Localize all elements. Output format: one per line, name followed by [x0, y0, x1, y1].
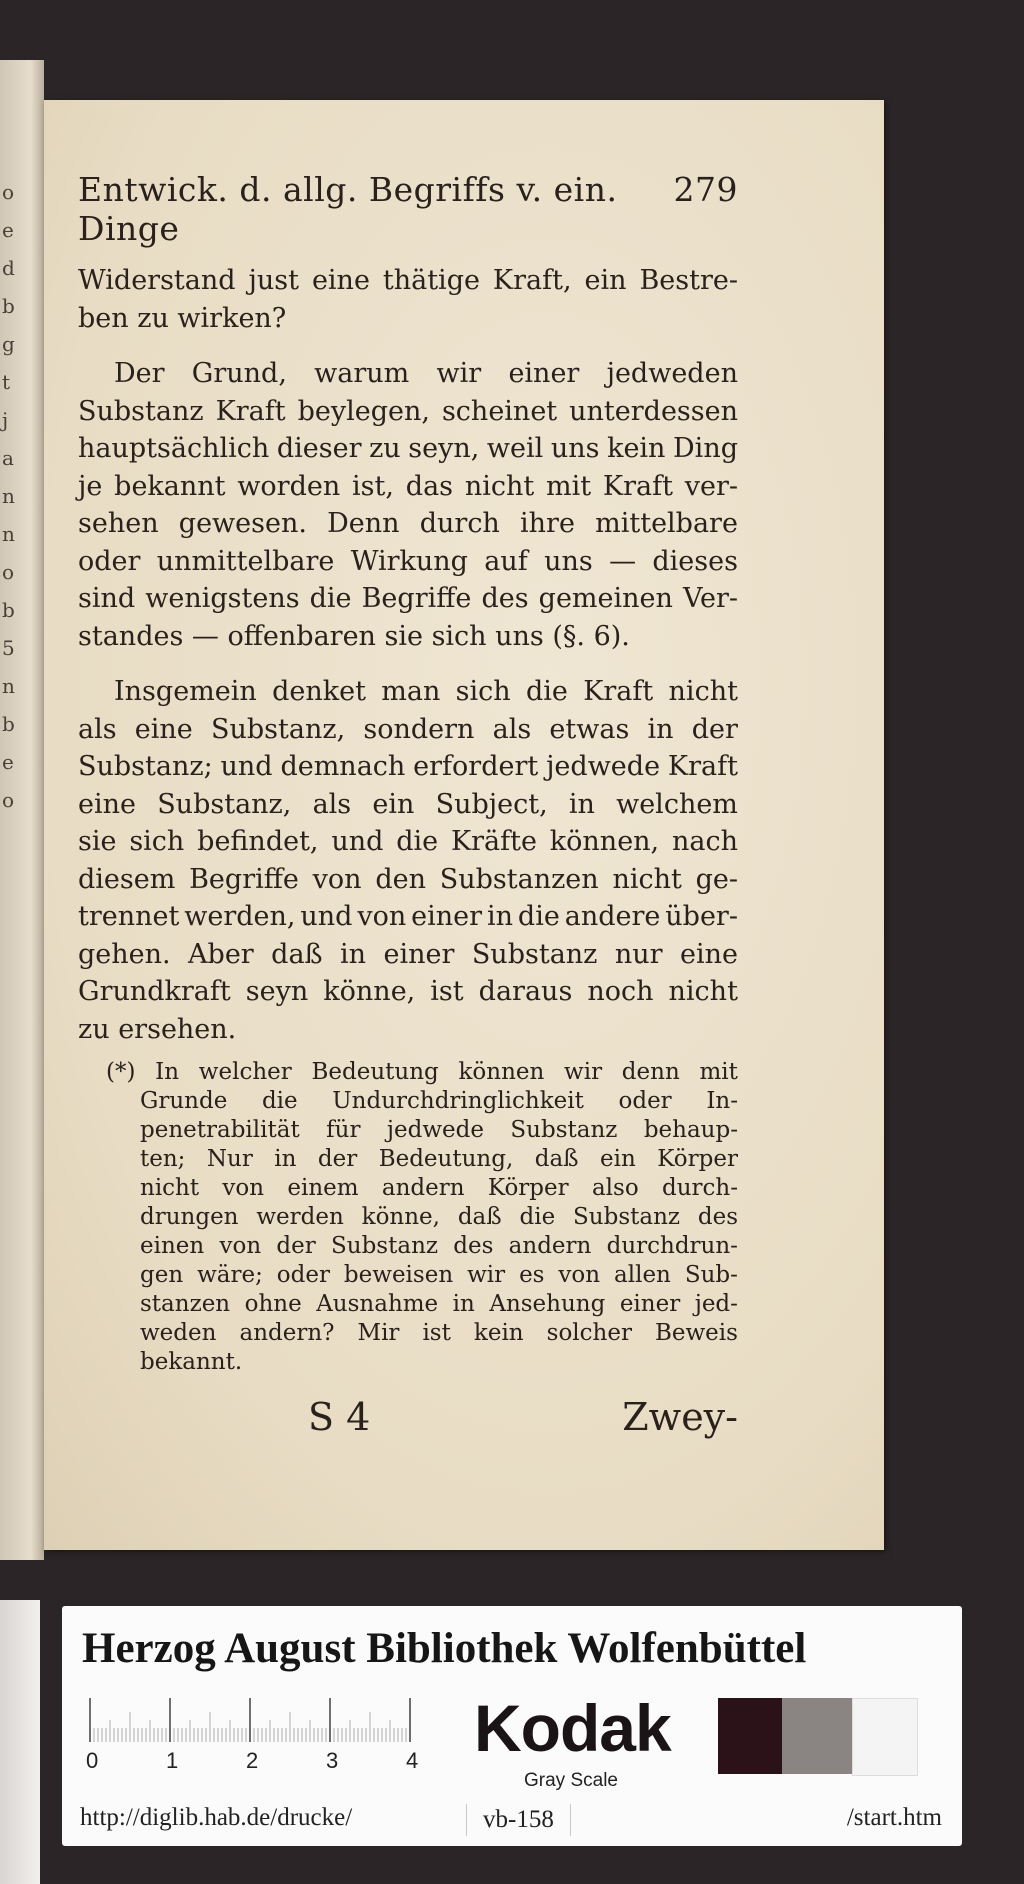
adjacent-page-glyph: b: [2, 598, 15, 622]
text-line: sie sich befindet, und die Kräfte können, nach: [78, 826, 738, 857]
text-line: Der Grund, warum wir einer jedweden: [114, 358, 738, 389]
catchword: Zwey-: [622, 1395, 738, 1439]
text-line: diesem Begriffe von den Substanzen nicht ge-: [78, 863, 738, 895]
adjacent-page-glyph: o: [2, 560, 15, 584]
adjacent-page-glyph: t: [2, 370, 11, 394]
adjacent-page-glyph: o: [2, 180, 15, 204]
ruler-number: 1: [166, 1748, 179, 1773]
footnote-line: einen von der Substanz des andern durchdrun-: [140, 1233, 738, 1259]
adjacent-page-glyph: e: [2, 218, 14, 242]
ruler-number: 3: [326, 1748, 339, 1773]
adjacent-label-edge: [0, 1600, 40, 1884]
kodak-logo: Kodak: [474, 1691, 671, 1765]
adjacent-page-glyph: b: [2, 294, 15, 318]
page-number: 279: [673, 170, 738, 209]
adjacent-page-glyph: a: [2, 446, 14, 470]
library-name: Herzog August Bibliothek Wolfenbüttel: [82, 1625, 807, 1672]
adjacent-page-glyph: d: [2, 256, 15, 280]
adjacent-page-glyph: n: [2, 484, 15, 508]
ruler-number: 4: [406, 1748, 419, 1773]
footnote-line: stanzen ohne Ausnahme in Ansehung einer jed-: [140, 1291, 738, 1317]
footnote-line: drungen werden könne, daß die Substanz des: [140, 1204, 738, 1230]
gray-swatch-mid: [782, 1698, 852, 1774]
text-line: zu ersehen.: [78, 1013, 237, 1045]
adjacent-page-glyph: n: [2, 674, 15, 698]
text-line: Substanz; und demnach erfordert jedwede Kraft: [78, 751, 738, 782]
text-line: Widerstand just eine thätige Kraft, ein Bestre-: [78, 265, 738, 296]
footnote-line: gen wäre; oder beweisen wir es von allen Sub-: [140, 1262, 738, 1288]
archive-label: [62, 1606, 962, 1846]
running-head: [78, 170, 738, 248]
footnote-line: penetrabilität für jedwede Substanz behaup-: [140, 1117, 738, 1143]
text-line: sind wenigstens die Begriffe des gemeinen Ver-: [78, 583, 738, 614]
text-line: gehen. Aber daß in einer Substanz nur eine: [78, 938, 738, 970]
text-column: [78, 170, 738, 1439]
text-line: trennet werden, und von einer in die andere über-: [78, 901, 738, 932]
gray-swatch-dark: [718, 1698, 782, 1774]
footnote-line: bekannt.: [140, 1349, 243, 1375]
url-prefix[interactable]: http://diglib.hab.de/drucke/: [80, 1804, 353, 1831]
text-line: sehen gewesen. Denn durch ihre mittelbare: [78, 508, 738, 539]
signature-mark: S 4: [308, 1395, 371, 1439]
text-line: eine Substanz, als ein Subject, in welchem: [78, 788, 738, 820]
gray-swatch-light: [852, 1698, 918, 1776]
text-line: Insgemein denket man sich die Kraft nicht: [114, 676, 738, 707]
gray-scale-caption: Gray Scale: [524, 1770, 618, 1791]
adjacent-page-glyph: 5: [2, 636, 15, 660]
ruler-number: 0: [86, 1748, 99, 1773]
ruler-scale: [86, 1696, 426, 1742]
adjacent-page-glyph: o: [2, 788, 15, 812]
adjacent-page-glyph: n: [2, 522, 15, 546]
paragraph: [78, 355, 738, 655]
adjacent-page-glyph: j: [2, 408, 9, 432]
adjacent-page-glyph: g: [2, 332, 15, 356]
body-text: [78, 262, 738, 1048]
footnote: [78, 1058, 738, 1377]
book-page: [44, 100, 884, 1550]
text-line: ben zu wirken?: [78, 302, 287, 334]
shelfmark: vb-158: [466, 1804, 571, 1836]
footnote-line: nicht von einem andern Körper also durch-: [140, 1175, 738, 1201]
footnote-line: ten; Nur in der Bedeutung, daß ein Körper: [140, 1146, 738, 1172]
ruler-number: 2: [246, 1748, 259, 1773]
text-line: hauptsächlich dieser zu seyn, weil uns kein Ding: [78, 433, 738, 464]
text-line: Substanz Kraft beylegen, scheinet unterdessen: [78, 395, 738, 427]
footnote-line: weden andern? Mir ist kein solcher Beweis: [140, 1320, 738, 1346]
text-line: standes — offenbaren sie sich uns (§. 6).: [78, 620, 630, 652]
page-foot: [78, 1395, 738, 1439]
footnote-line: Grunde die Undurchdringlichkeit oder In-: [140, 1088, 738, 1114]
running-head-title: Entwick. d. allg. Begriffs v. ein. Dinge: [78, 170, 618, 248]
paragraph: [78, 673, 738, 1048]
text-line: je bekannt worden ist, das nicht mit Kraft ver-: [78, 470, 738, 502]
text-line: als eine Substanz, sondern als etwas in der: [78, 713, 738, 745]
paragraph: [78, 262, 738, 337]
text-line: Grundkraft seyn könne, ist daraus noch nicht: [78, 976, 738, 1007]
adjacent-page-edge: [0, 60, 44, 1560]
adjacent-page-glyph: b: [2, 712, 15, 736]
footnote-line: (*) In welcher Bedeutung können wir denn mit: [106, 1059, 738, 1085]
adjacent-page-glyph: e: [2, 750, 14, 774]
text-line: oder unmittelbare Wirkung auf uns — dieses: [78, 545, 738, 577]
url-suffix[interactable]: /start.htm: [846, 1804, 942, 1831]
